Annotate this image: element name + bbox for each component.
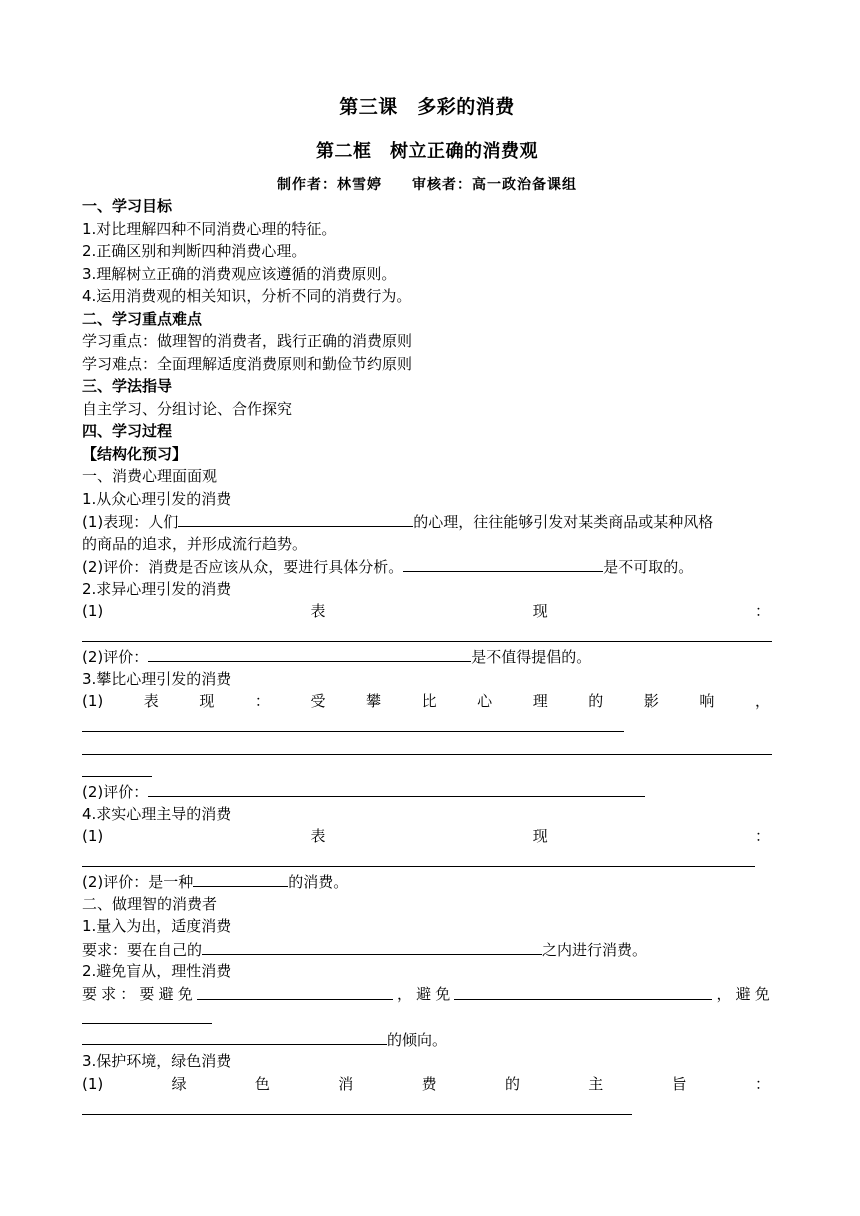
objective-item: 3.理解树立正确的消费观应该遵循的消费原则。 [82, 265, 397, 283]
practical-performance: (1) 表 现 ： [82, 827, 770, 845]
novelty-heading: 2.求异心理引发的消费 [82, 580, 232, 598]
answer-blank[interactable] [178, 510, 413, 527]
conformity-performance-cont: 的商品的追求，并形成流行趋势。 [82, 535, 308, 553]
objective-item: 2.正确区别和判断四种消费心理。 [82, 242, 307, 260]
answer-blank[interactable] [82, 1028, 387, 1045]
conformity-performance: (1)表现：人们 的心理，往往能够引发对某类商品或某种风格 [82, 510, 782, 533]
practical-evaluation: (2)评价：是一种 的消费。 [82, 870, 782, 893]
answer-blank[interactable] [148, 780, 645, 797]
moderate-heading: 1.量入为出，适度消费 [82, 917, 232, 935]
answer-blank[interactable] [193, 870, 288, 887]
answer-line[interactable] [82, 754, 772, 755]
conformity-evaluation: (2)评价：消费是否应该从众，要进行具体分析。 是不可取的。 [82, 555, 782, 578]
moderate-requirement: 要求：要在自己的 之内进行消费。 [82, 938, 782, 961]
preview-heading: 【结构化预习】 [82, 445, 188, 463]
novelty-evaluation: (2)评价： 是不值得提倡的。 [82, 645, 782, 668]
difficult-point: 学习难点：全面理解适度消费原则和勤俭节约原则 [82, 355, 413, 373]
answer-line[interactable] [82, 1023, 212, 1024]
section-title: 第二框 树立正确的消费观 [316, 141, 538, 162]
key-points-heading: 二、学习重点难点 [82, 310, 203, 328]
answer-blank[interactable] [454, 983, 712, 1000]
comparison-performance: (1) 表 现 ： 受 攀 比 心 理 的 影 响 ， [82, 692, 770, 710]
lesson-title: 第三课 多彩的消费 [339, 96, 515, 118]
answer-line[interactable] [82, 776, 152, 777]
green-heading: 3.保护环境，绿色消费 [82, 1052, 232, 1070]
conformity-heading: 1.从众心理引发的消费 [82, 490, 232, 508]
objective-item: 1.对比理解四种不同消费心理的特征。 [82, 220, 337, 238]
answer-blank[interactable] [148, 645, 471, 662]
key-point: 学习重点：做理智的消费者，践行正确的消费原则 [82, 332, 413, 350]
answer-line[interactable] [82, 641, 772, 642]
method-text: 自主学习、分组讨论、合作探究 [82, 400, 293, 418]
answer-blank[interactable] [197, 983, 393, 1000]
rational-requirement: 要 求 ： 要 避 免 ， 避 免 ， 避 免 [82, 985, 770, 1003]
novelty-performance: (1) 表 现 ： [82, 602, 770, 620]
comparison-heading: 3.攀比心理引发的消费 [82, 670, 232, 688]
answer-line[interactable] [82, 731, 624, 732]
answer-blank[interactable] [403, 555, 603, 572]
process-heading: 四、学习过程 [82, 422, 173, 440]
practical-heading: 4.求实心理主导的消费 [82, 805, 232, 823]
green-purpose: (1) 绿 色 消 费 的 主 旨 ： [82, 1075, 770, 1093]
rational-heading: 2.避免盲从，理性消费 [82, 962, 232, 980]
answer-line[interactable] [82, 1114, 632, 1115]
method-heading: 三、学法指导 [82, 377, 173, 395]
objective-item: 4.运用消费观的相关知识，分析不同的消费行为。 [82, 287, 412, 305]
part2-heading: 二、做理智的消费者 [82, 895, 218, 913]
rational-requirement-cont: 的倾向。 [82, 1028, 782, 1051]
comparison-evaluation: (2)评价： [82, 780, 782, 803]
authors-line: 制作者：林雪婷 审核者：高一政治备课组 [277, 177, 577, 193]
answer-blank[interactable] [202, 938, 542, 955]
part1-heading: 一、消费心理面面观 [82, 467, 218, 485]
objectives-heading: 一、学习目标 [82, 197, 173, 215]
answer-line[interactable] [82, 866, 755, 867]
